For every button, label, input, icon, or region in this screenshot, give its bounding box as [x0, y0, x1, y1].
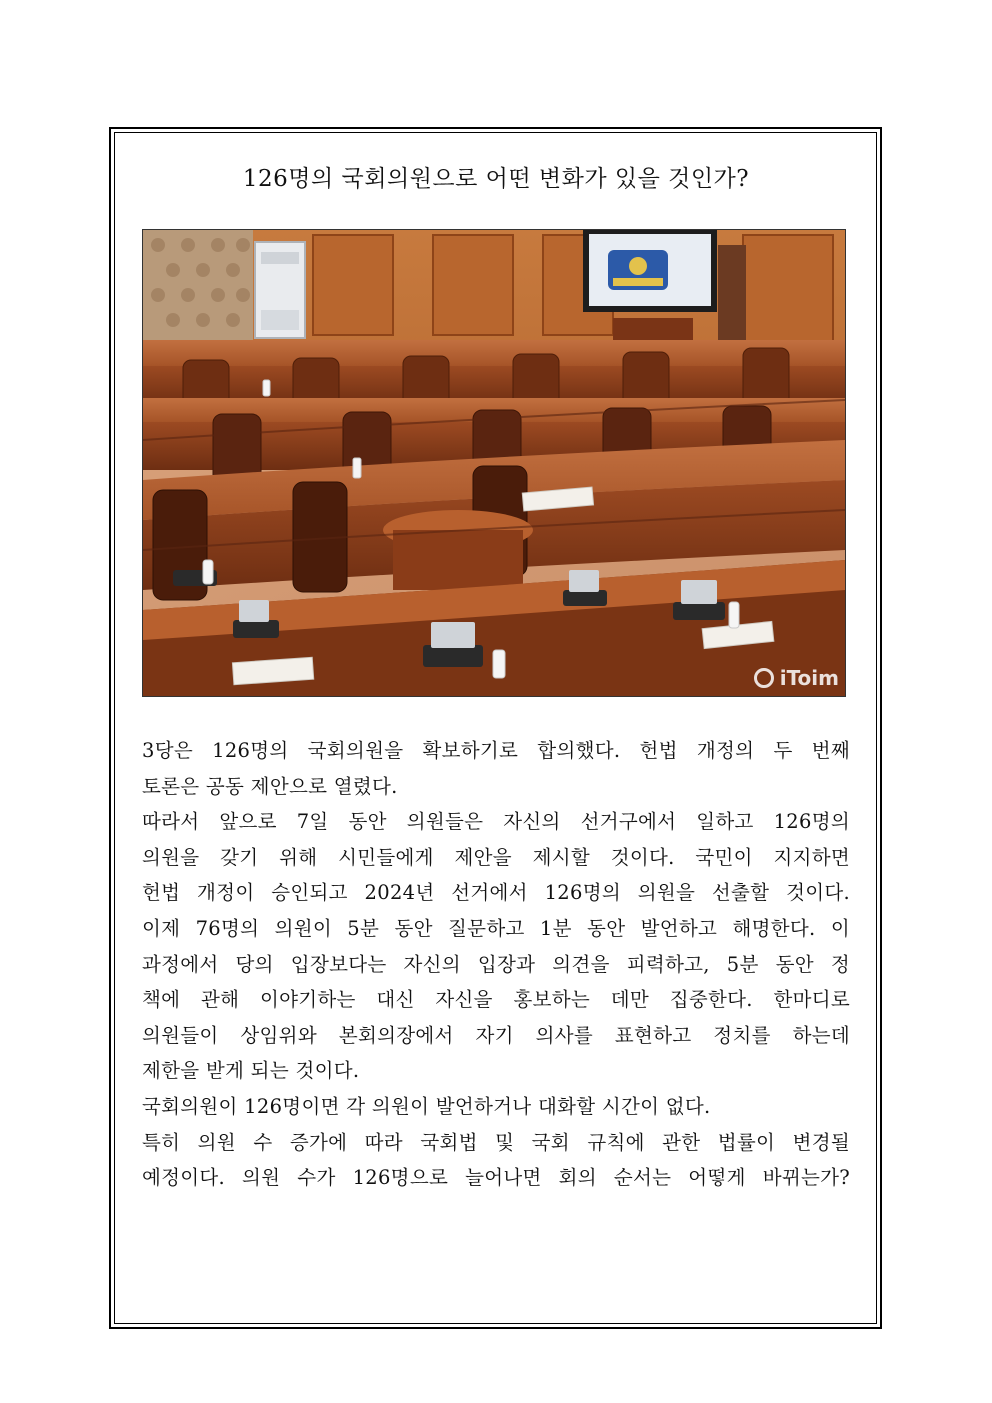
- body-line: 헌법 개정이 승인되고 2024년 선거에서 126명의 의원을 선출할 것이다.: [142, 881, 850, 905]
- body-line: 따라서 앞으로 7일 동안 의원들은 자신의 선거구에서 일하고 126명의: [142, 810, 850, 834]
- body-line: 책에 관해 이야기하는 대신 자신을 홍보하는 데만 집중한다. 한마디로: [142, 988, 850, 1012]
- body-line: 제한을 받게 되는 것이다.: [142, 1059, 360, 1083]
- watermark-logo-icon: [754, 668, 774, 688]
- watermark: [754, 666, 839, 690]
- body-line: 의원들이 상임위와 본회의장에서 자기 의사를 표현하고 정치를 하는데: [142, 1023, 850, 1047]
- body-line: 이제 76명의 의원이 5분 동안 질문하고 1분 동안 발언하고 해명한다. 이: [142, 916, 850, 940]
- body-line: 의원을 갖기 위해 시민들에게 제안을 제시할 것이다. 국민이 지지하면: [142, 845, 850, 869]
- watermark-text: iToim: [779, 666, 839, 690]
- body-line: 토론은 공동 제안으로 열렸다.: [142, 774, 398, 798]
- article-body: [142, 733, 850, 1196]
- parliament-chamber-photo: [142, 229, 846, 697]
- body-line: 국회의원이 126명이면 각 의원이 발언하거나 대화할 시간이 없다.: [142, 1094, 711, 1118]
- body-line: 예정이다. 의원 수가 126명으로 늘어나면 회의 순서는 어떻게 바뀌는가?: [142, 1166, 850, 1190]
- chamber-illustration: [143, 230, 845, 696]
- body-line: 3당은 126명의 국회의원을 확보하기로 합의했다. 헌법 개정의 두 번째: [142, 739, 850, 762]
- body-line: 특히 의원 수 증가에 따라 국회법 및 국회 규칙에 관한 법률이 변경될: [142, 1130, 850, 1154]
- body-line: 과정에서 당의 입장보다는 자신의 입장과 의견을 피력하고, 5분 동안 정: [142, 952, 850, 976]
- document-title: 126명의 국회의원으로 어떤 변화가 있을 것인가?: [242, 166, 750, 192]
